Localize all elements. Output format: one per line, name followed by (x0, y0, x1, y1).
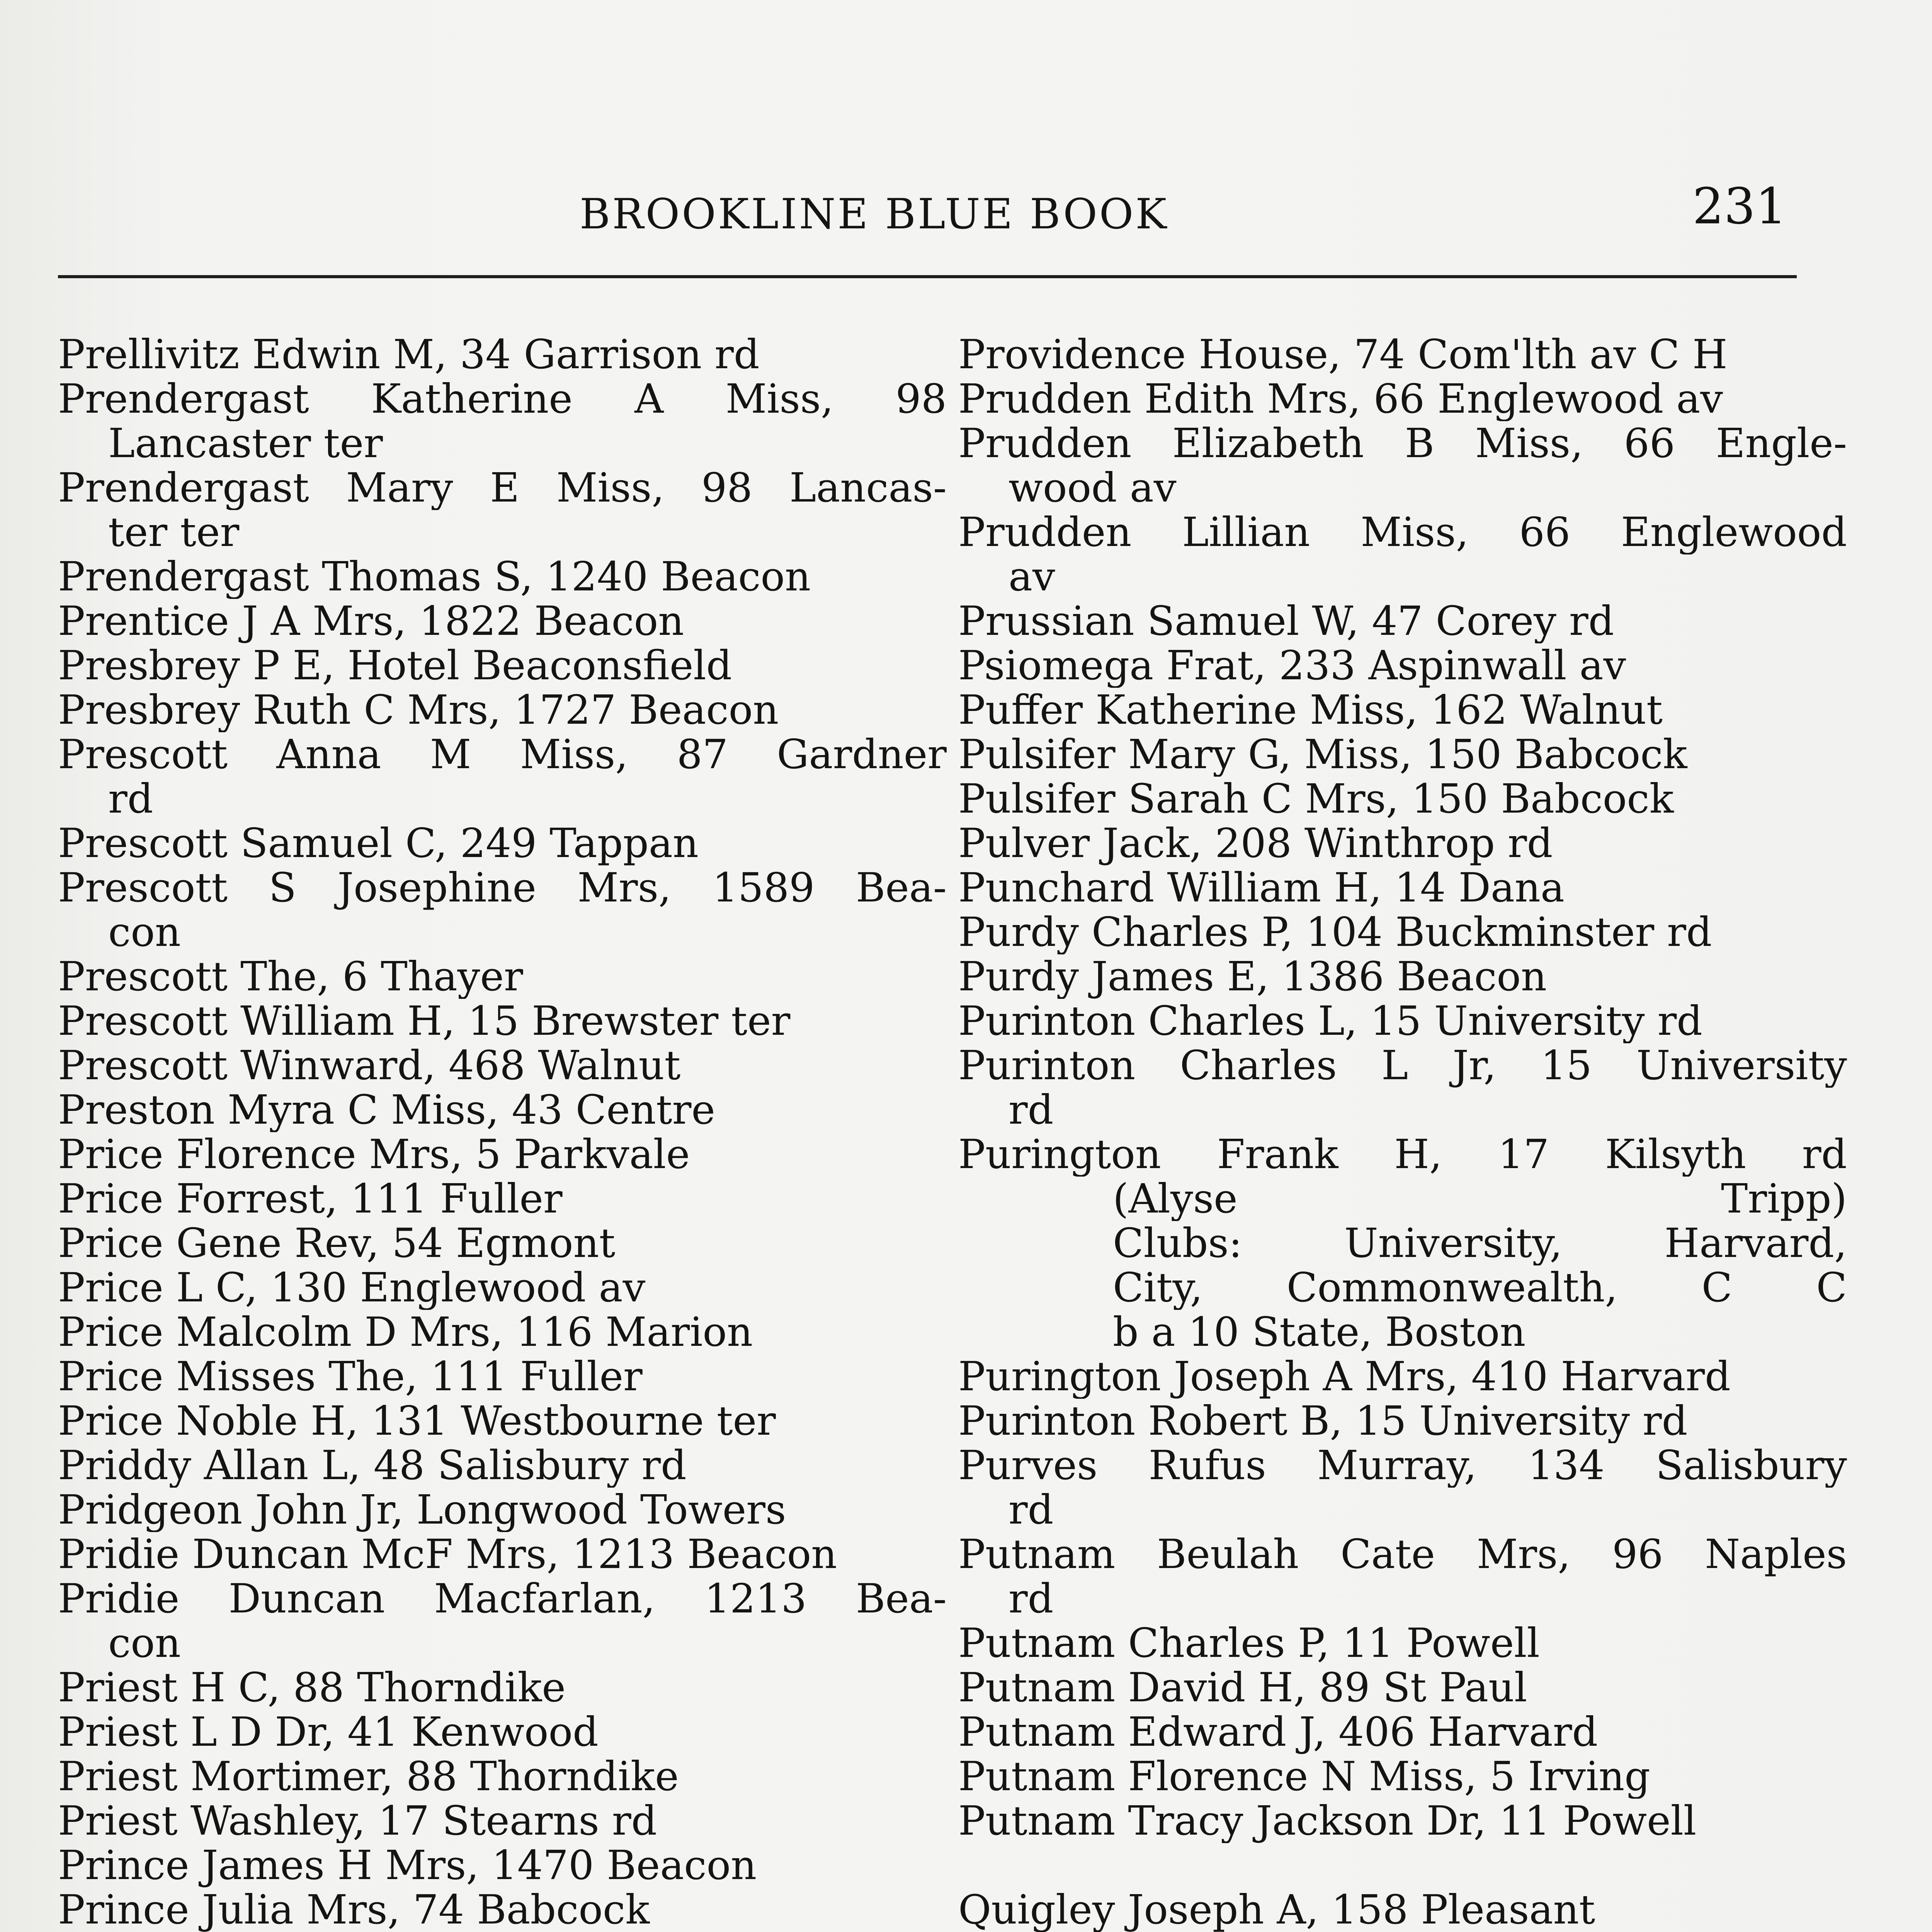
entry-name-line: Purington Joseph A Mrs, 410 Harvard (958, 1354, 1731, 1399)
directory-entry (58, 1221, 947, 1265)
directory-entry (58, 1754, 947, 1799)
directory-entry (58, 1354, 947, 1399)
entry-continuation-line: rd (1009, 1488, 1054, 1532)
directory-entry (58, 999, 947, 1043)
directory-entry (958, 1665, 1847, 1710)
directory-entry (958, 866, 1847, 910)
directory-entry (58, 377, 947, 466)
directory-entry (58, 1310, 947, 1354)
directory-entry (958, 1132, 1847, 1354)
entry-name-line: Purinton Charles L Jr, 15 University (958, 1043, 1847, 1088)
entry-name-line: Pulver Jack, 208 Winthrop rd (958, 821, 1553, 866)
entry-name-line: Prescott Anna M Miss, 87 Gardner (58, 732, 947, 777)
entry-name-line: Purinton Robert B, 15 University rd (958, 1399, 1688, 1443)
directory-entry (958, 1621, 1847, 1665)
directory-entry (958, 1799, 1847, 1843)
entry-name-line: Putnam Charles P, 11 Powell (958, 1621, 1540, 1665)
directory-entry (958, 1710, 1847, 1754)
directory-entry (958, 1843, 1847, 1888)
directory-entry (958, 1888, 1847, 1932)
directory-entry (58, 1132, 947, 1177)
entry-name-line: Purdy James E, 1386 Beacon (958, 954, 1547, 999)
entry-name-line: Putnam Florence N Miss, 5 Irving (958, 1754, 1650, 1799)
entry-name-line: Prescott S Josephine Mrs, 1589 Bea- (58, 866, 947, 910)
entry-name-line: Price Malcolm D Mrs, 116 Marion (58, 1310, 753, 1354)
directory-entry (58, 1843, 947, 1888)
entry-name-line: Prudden Lillian Miss, 66 Englewood (958, 510, 1847, 554)
directory-entry (958, 599, 1847, 643)
entry-continuation-line: rd (108, 777, 153, 821)
entry-name-line: Priest Washley, 17 Stearns rd (58, 1799, 657, 1843)
directory-entry (58, 599, 947, 643)
header-rule (58, 275, 1797, 278)
directory-entry (58, 688, 947, 732)
entry-continuation-line: Clubs: University, Harvard, (1113, 1221, 1847, 1265)
entry-name-line: Prendergast Thomas S, 1240 Beacon (58, 554, 811, 599)
directory-entry (958, 1532, 1847, 1621)
directory-entry (958, 777, 1847, 821)
entry-name-line: Putnam Beulah Cate Mrs, 96 Naples (958, 1532, 1847, 1577)
entry-name-line: Pulsifer Sarah C Mrs, 150 Babcock (958, 777, 1674, 821)
directory-entry (58, 821, 947, 866)
entry-name-line: Priest L D Dr, 41 Kenwood (58, 1710, 599, 1754)
directory-entry (958, 1754, 1847, 1799)
entry-name-line: Purington Frank H, 17 Kilsyth rd (958, 1132, 1847, 1177)
entry-name-line: Price L C, 130 Englewood av (58, 1265, 646, 1310)
directory-entry (58, 866, 947, 954)
entry-continuation-line: Lancaster ter (108, 421, 383, 466)
directory-entry (958, 910, 1847, 954)
entry-name-line: Purves Rufus Murray, 134 Salisbury (958, 1443, 1847, 1488)
entry-name-line: Pridgeon John Jr, Longwood Towers (58, 1488, 786, 1532)
entry-name-line: Pridie Duncan McF Mrs, 1213 Beacon (58, 1532, 837, 1577)
directory-entry (958, 643, 1847, 688)
left-column (58, 332, 947, 1932)
entry-name-line: Purdy Charles P, 104 Buckminster rd (958, 910, 1712, 954)
directory-entry (958, 332, 1847, 377)
entry-continuation-line: b a 10 State, Boston (1113, 1310, 1526, 1354)
entry-name-line: Prescott William H, 15 Brewster ter (58, 999, 791, 1043)
entry-name-line: Prince Julia Mrs, 74 Babcock (58, 1888, 650, 1932)
entry-continuation-line: av (1009, 554, 1055, 599)
entry-name-line: Psiomega Frat, 233 Aspinwall av (958, 643, 1626, 688)
entry-continuation-line: ter ter (108, 510, 240, 554)
entry-continuation-line: con (108, 910, 181, 954)
entry-name-line: Price Gene Rev, 54 Egmont (58, 1221, 616, 1265)
page-header-title: BROOKLINE BLUE BOOK (580, 190, 1168, 238)
directory-entry (58, 1710, 947, 1754)
entry-name-line: Prentice J A Mrs, 1822 Beacon (58, 599, 684, 643)
directory-entry (958, 999, 1847, 1043)
entry-name-line: Prescott Winward, 468 Walnut (58, 1043, 681, 1088)
directory-entry (958, 1399, 1847, 1443)
entry-name-line: Pulsifer Mary G, Miss, 150 Babcock (958, 732, 1687, 777)
entry-name-line: Putnam Tracy Jackson Dr, 11 Powell (958, 1799, 1697, 1843)
directory-entry (58, 1043, 947, 1088)
directory-entry (958, 1443, 1847, 1532)
entry-name-line: Prudden Edith Mrs, 66 Englewood av (958, 377, 1723, 421)
directory-entry (958, 821, 1847, 866)
entry-name-line: Price Noble H, 131 Westbourne ter (58, 1399, 776, 1443)
directory-entry (58, 954, 947, 999)
directory-entry (58, 1488, 947, 1532)
page-number: 231 (1692, 178, 1787, 235)
entry-name-line: Puffer Katherine Miss, 162 Walnut (958, 688, 1663, 732)
directory-entry (58, 1665, 947, 1710)
entry-continuation-line: rd (1009, 1088, 1054, 1132)
entry-name-line: Price Florence Mrs, 5 Parkvale (58, 1132, 690, 1177)
entry-name-line: Putnam Edward J, 406 Harvard (958, 1710, 1598, 1754)
directory-entry (58, 332, 947, 377)
directory-entry (58, 1799, 947, 1843)
right-column (958, 332, 1847, 1932)
entry-name-line: Prellivitz Edwin M, 34 Garrison rd (58, 332, 760, 377)
entry-name-line: Prendergast Mary E Miss, 98 Lancas- (58, 466, 947, 510)
entry-name-line: Providence House, 74 Com'lth av C H (958, 332, 1728, 377)
entry-continuation-line: wood av (1009, 466, 1177, 510)
directory-entry (58, 1177, 947, 1221)
directory-entry (958, 510, 1847, 599)
entry-name-line: Purinton Charles L, 15 University rd (958, 999, 1702, 1043)
directory-entry (958, 1354, 1847, 1399)
entry-continuation-line: rd (1009, 1577, 1054, 1621)
entry-name-line: Presbrey P E, Hotel Beaconsfield (58, 643, 732, 688)
entry-name-line: Priest Mortimer, 88 Thorndike (58, 1754, 679, 1799)
directory-entry (58, 1088, 947, 1132)
directory-entry (58, 1443, 947, 1488)
directory-entry (58, 466, 947, 554)
directory-entry (958, 954, 1847, 999)
directory-entry (58, 1577, 947, 1665)
entry-continuation-line: City, Commonwealth, C C (1113, 1265, 1847, 1310)
directory-entry (58, 643, 947, 688)
entry-name-line: Priest H C, 88 Thorndike (58, 1665, 566, 1710)
entry-name-line: Preston Myra C Miss, 43 Centre (58, 1088, 715, 1132)
directory-entry (958, 732, 1847, 777)
directory-entry (58, 732, 947, 821)
directory-entry (958, 688, 1847, 732)
entry-name-line: Presbrey Ruth C Mrs, 1727 Beacon (58, 688, 779, 732)
entry-name-line: Quigley Joseph A, 158 Pleasant (958, 1888, 1595, 1932)
directory-entry (58, 1532, 947, 1577)
entry-name-line: Priddy Allan L, 48 Salisbury rd (58, 1443, 687, 1488)
directory-entry (58, 554, 947, 599)
entry-name-line: Pridie Duncan Macfarlan, 1213 Bea- (58, 1577, 947, 1621)
entry-name-line: Price Forrest, 111 Fuller (58, 1177, 563, 1221)
directory-entry (58, 1888, 947, 1932)
entry-name-line: Price Misses The, 111 Fuller (58, 1354, 643, 1399)
entry-name-line: Prudden Elizabeth B Miss, 66 Engle- (958, 421, 1847, 466)
directory-entry (58, 1399, 947, 1443)
directory-entry (958, 421, 1847, 510)
entry-name-line: Prince James H Mrs, 1470 Beacon (58, 1843, 757, 1888)
directory-entry (58, 1265, 947, 1310)
entry-name-line: Prendergast Katherine A Miss, 98 (58, 377, 947, 421)
entry-name-line: Punchard William H, 14 Dana (958, 866, 1565, 910)
entry-continuation-line: (Alyse Tripp) (1113, 1177, 1847, 1221)
entry-name-line: Prescott Samuel C, 249 Tappan (58, 821, 699, 866)
entry-continuation-line: con (108, 1621, 181, 1665)
directory-entry (958, 377, 1847, 421)
entry-name-line: Prescott The, 6 Thayer (58, 954, 523, 999)
entry-name-line: Putnam David H, 89 St Paul (958, 1665, 1527, 1710)
directory-entry (958, 1043, 1847, 1132)
entry-name-line: Prussian Samuel W, 47 Corey rd (958, 599, 1614, 643)
